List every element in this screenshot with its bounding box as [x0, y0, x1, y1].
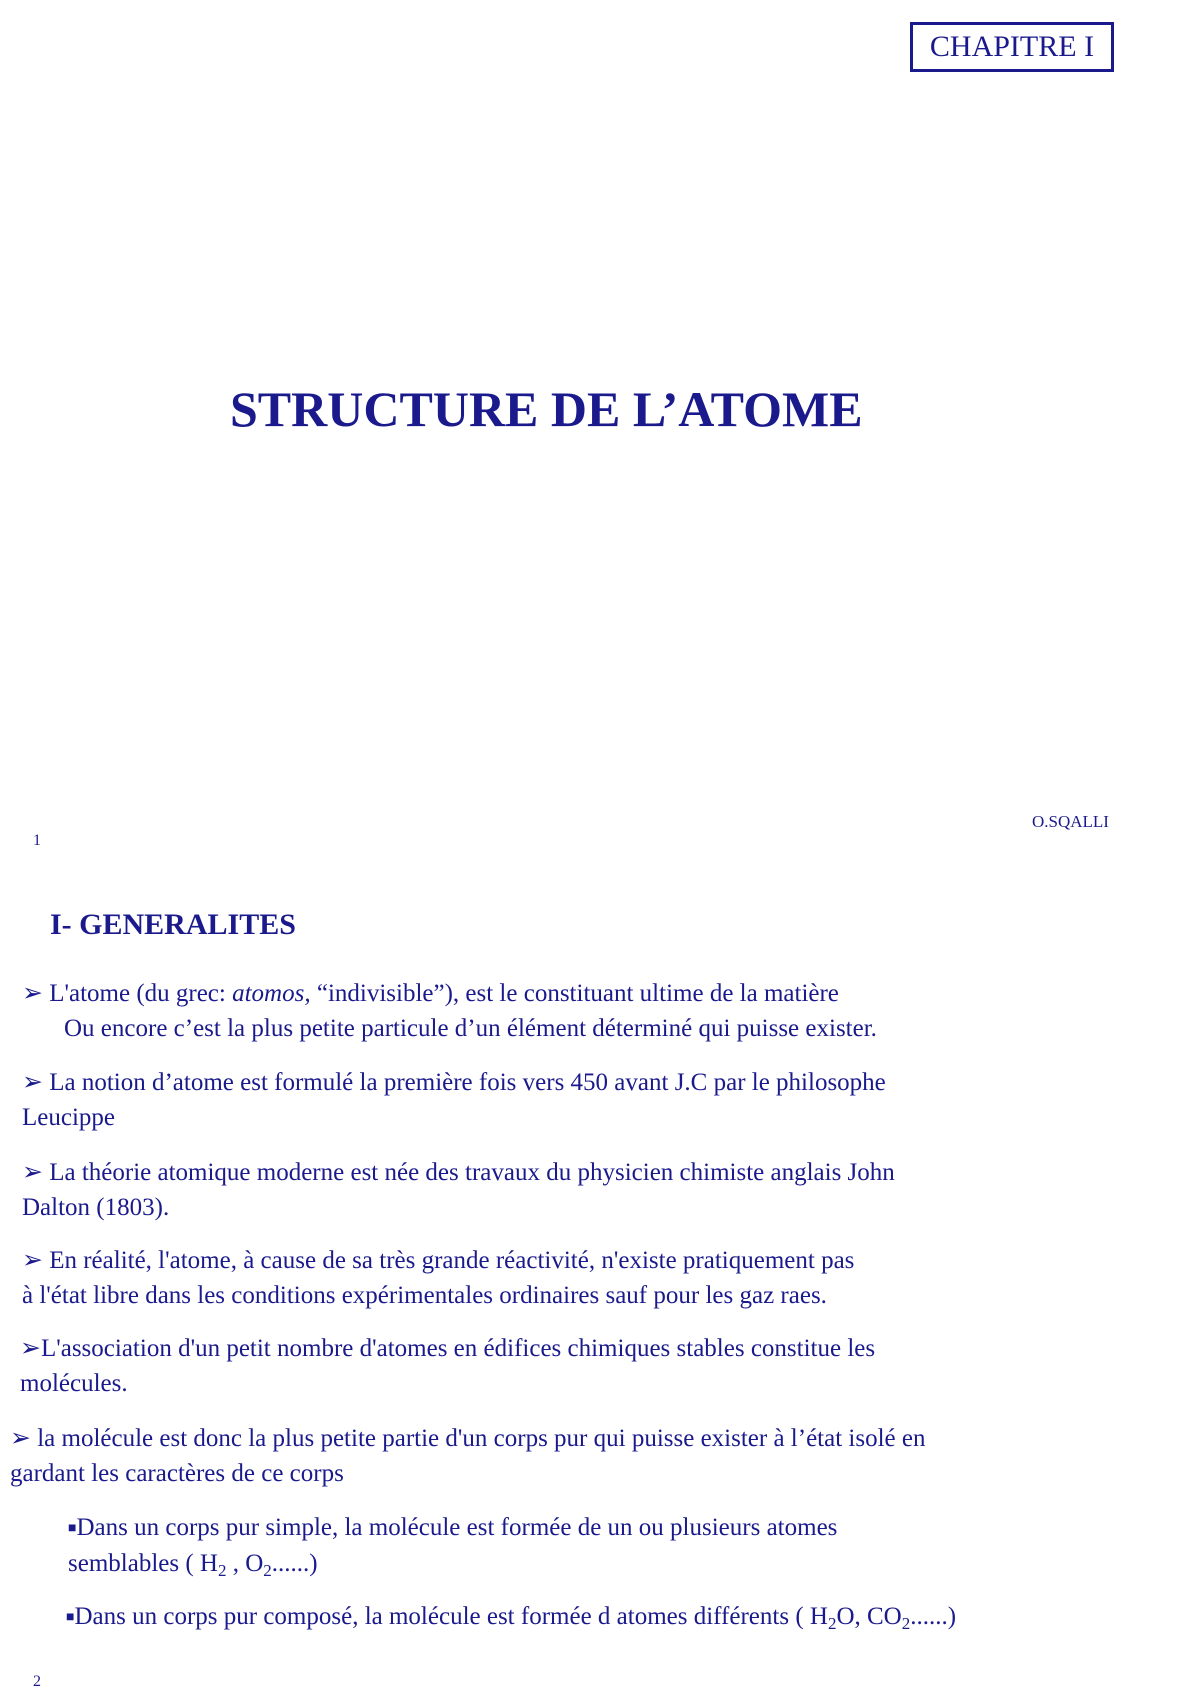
arrow-bullet-icon: ➢ — [22, 1247, 43, 1274]
arrow-bullet-icon: ➢ — [22, 1069, 43, 1096]
square-bullet-icon: ■ — [66, 1610, 75, 1625]
section-title: I- GENERALITES — [50, 908, 296, 941]
text-segment: ......) — [271, 1550, 318, 1577]
subscript: 2 — [901, 1614, 911, 1633]
paragraph-molecule — [10, 1421, 925, 1491]
text-line: Dalton (1803). — [22, 1194, 170, 1221]
text-line: molécules. — [20, 1370, 128, 1397]
text-line: Leucippe — [22, 1104, 116, 1131]
text-line: En réalité, l'atome, à cause de sa très grande réactivité, n'existe pratiquement pas — [49, 1247, 855, 1274]
text-line: La notion d’atome est formulé la première fois vers 450 avant J.C par le philosophe — [49, 1069, 886, 1096]
text-segment: “indivisible”), est le constituant ultime de la matière — [310, 980, 839, 1007]
paragraph-theorie-atomique — [22, 1155, 895, 1225]
text-segment: O, CO — [836, 1603, 902, 1630]
author-name: O.SQALLI — [1032, 812, 1109, 831]
sub-bullet-corps-compose — [66, 1599, 956, 1641]
arrow-bullet-icon: ➢ — [22, 1159, 43, 1186]
page-number-1: 1 — [33, 832, 41, 849]
paragraph-reactivite — [22, 1243, 854, 1313]
subscript: 2 — [217, 1561, 227, 1580]
text-segment: semblables ( H — [68, 1550, 218, 1577]
text-line: gardant les caractères de ce corps — [10, 1460, 344, 1487]
arrow-bullet-icon: ➢ — [10, 1425, 31, 1452]
square-bullet-icon: ■ — [68, 1521, 77, 1536]
text-line: la molécule est donc la plus petite partie d'un corps pur qui puisse exister à l’état isolé en — [37, 1425, 926, 1452]
subscript: 2 — [827, 1614, 837, 1633]
italic-term: atomos, — [232, 980, 311, 1007]
text-segment: ......) — [910, 1603, 957, 1630]
arrow-bullet-icon: ➢ — [22, 980, 43, 1007]
text-segment: Dans un corps pur composé, la molécule est formée d atomes différents ( H — [74, 1603, 828, 1630]
paragraph-notion-atome — [22, 1065, 886, 1135]
text-line: La théorie atomique moderne est née des travaux du physicien chimiste anglais John — [49, 1159, 895, 1186]
subscript: 2 — [263, 1561, 272, 1580]
page-title: STRUCTURE DE L’ATOME — [230, 381, 863, 437]
arrow-bullet-icon: ➢ — [20, 1335, 41, 1362]
text-line: Dans un corps pur simple, la molécule est formée de un ou plusieurs atomes — [76, 1514, 838, 1541]
chapter-label: CHAPITRE I — [910, 22, 1114, 72]
paragraph-atome-definition — [22, 976, 877, 1046]
text-line: Ou encore c’est la plus petite particule d’un élément déterminé qui puisse exister. — [64, 1015, 877, 1042]
sub-bullet-corps-simple — [68, 1510, 837, 1588]
page-number-2: 2 — [33, 1673, 41, 1690]
text-line: à l'état libre dans les conditions expérimentales ordinaires sauf pour les gaz raes. — [22, 1282, 827, 1309]
paragraph-association — [20, 1331, 875, 1401]
text-segment: L'atome (du grec: — [49, 980, 233, 1007]
text-segment: , O — [226, 1550, 264, 1577]
text-line: L'association d'un petit nombre d'atomes en édifices chimiques stables constitue les — [40, 1335, 876, 1362]
